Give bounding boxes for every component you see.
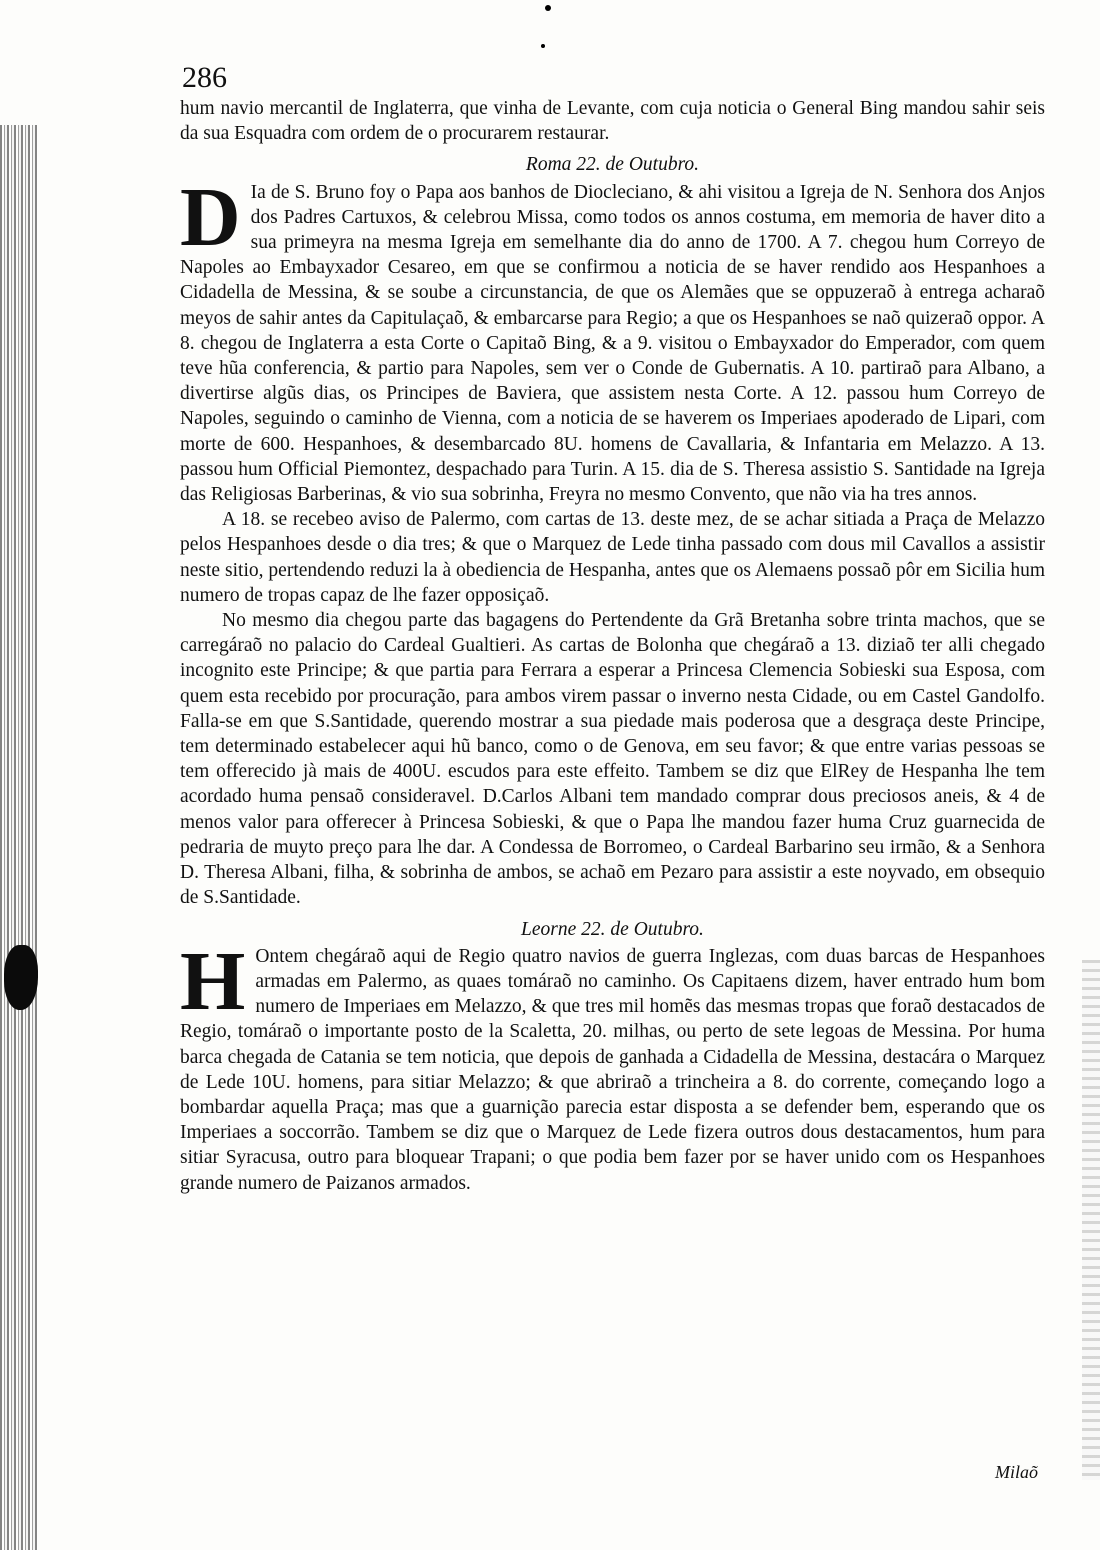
page-edge-shadow — [1082, 960, 1100, 1480]
dropcap-d: D — [180, 170, 241, 264]
paragraph-rome-1-text: Ia de S. Bruno foy o Papa aos banhos de Diocleciano, & ahi visitou a Igreja de N. Senhora dos Anjos dos Padres Cartuxos, & celebrou Missa, como todos os annos costuma, em memoria de haver dito a sua primeyra na mesma Igreja em semelhante dia do anno de 1700. A 7. chegou hum Correyo de Napoles ao Embayxador Cesareo, em que se confirmou a noticia de se haver rendido aos Hespanhoes a Cidadella de Messina, & se soube a circunstancia, de que os Alemães que se oppuzeraõ à entrega acharaõ meyos de sahir antes da Capitulaçaõ, & embarcarse para Regio; a que os Hespanhoes se naõ quizeraõ oppor. A 8. chegou de Inglaterra a esta Corte o Capitaõ Bing, & a 9. visitou o Embayxador do Emperador, com quem teve hũa conferencia, & partio para Napoles, sem ver o Conde de Gubernatis. A 10. partiraõ para Albano, a divertirse algũs dias, os Principes de Baviera, que assistem nesta Corte. A 12. passou hum Correyo de Napoles, seguindo o caminho de Vienna, com a noticia de se haverem os Imperiaes apoderado de Lipari, com morte de 600. Hespanhoes, & desembarcado 8U. homens de Cavallaria, & Infantaria em Melazzo. A 13. passou hum Official Piemontez, despachado para Turin. A 15. dia de S. Theresa assistio S. Santidade na Igreja das Religiosas Barberinas, & vio sua sobrinha, Freyra no mesmo Convento, que não via ha tres annos. — [180, 181, 1045, 506]
paragraph-rome-3: No mesmo dia chegou parte das bagagens do Pertendente da Grã Bretanha sobre trinta machos, que se carregáraõ no palacio do Cardeal Gualtieri. As cartas de Bolonha que chegáraõ a 13. diziaõ ter alli chegado incognito este Principe; & que partia para Ferrara a esperar a Princesa Clemencia Sobieski sua Esposa, com quem esta recebido por procuração, para ambos virem passar o inverno nesta Cidade, ou em Castel Gandolfo. Falla-se em que S.Santidade, querendo mostrar a sua piedade mais poderosa que a desgraça deste Principe, tem determinado estabelecer aqui hũ banco, como o de Genova, em seu favor; & que entre varias pessoas se tem offerecido jà mais de 400U. escudos para este effeito. Tambem se diz que ElRey de Hespanha lhe tem acordado huma pensaõ consideravel. D.Carlos Albani tem mandado comprar dous preciosos aneis, & 4 de menos valor para offerecer à Princesa Sobieski, & que o Papa lhe mandou fazer huma Cruz guarnecida de pedraria de muyto preço para lhe dar. A Condessa de Borromeo, o Cardeal Barbarino seu irmão, & a Senhora D. Theresa Albani, filha, & sobrinha de ambos, se achaõ em Pezaro para assistir a este noyvado, em obsequio de S.Santidade. — [180, 610, 1045, 909]
dateline-livorno: Leorne 22. de Outubro. — [521, 918, 704, 940]
catchword: Milaõ — [995, 1462, 1038, 1482]
dateline-rome: Roma 22. de Outubro. — [525, 154, 700, 176]
section-livorno — [180, 917, 1045, 1196]
binding-gutter-shadow — [0, 125, 38, 1550]
section-rome — [180, 152, 1045, 910]
ink-speck — [541, 44, 545, 48]
paragraph-livorno-1-text: Ontem chegáraõ aqui de Regio quatro navios de guerra Inglezas, com duas barcas de Hespanhoes armadas em Palermo, as quaes tomáraõ no caminho. Os Capitaens dizem, haver entrado hum bom numero de Imperiaes em Melazzo, & que tres mil homẽs das mesmas tropas que foraõ destacados de Regio, tomáraõ o importante posto de la Scaletta, 20. milhas, ou perto de sete legoas de Messina. Por huma barca chegada de Catania se tem noticia, que depois de ganhada a Cidadella de Messina, destacára o Marquez de Lede 10U. homens, para sitiar Melazzo; & que abriraõ a trincheira a 8. do corrente, começando logo a bombardar aquella Praça; mas que a guarnição parecia estar disposta a se defender bem, esperando que os Imperiaes a soccorrão. Tambem se diz que o Marquez de Lede fizera outros dous destacamentos, hum para sitiar Syracusa, outro para bloquear Trapani; o que podia bem fazer por se haver unido com os Hespanhoes grande numero de Paizanos armados. — [180, 945, 1045, 1194]
ink-speck — [545, 5, 551, 11]
paragraph-livorno-1 — [180, 934, 1045, 1196]
paragraph-rome-1 — [180, 170, 1045, 508]
dropcap-h: H — [180, 934, 246, 1028]
ink-blot — [4, 945, 38, 1010]
intro-paragraph: hum navio mercantil de Inglaterra, que vinha de Levante, com cuja noticia o General Bing mandou sahir seis da sua Esquadra com ordem de o procurarem restaurar. — [180, 98, 1045, 145]
document-page — [180, 60, 1045, 1196]
paragraph-rome-2: A 18. se recebeo aviso de Palermo, com cartas de 13. deste mez, de se achar sitiada a Praça de Melazzo pelos Hespanhoes desde o dia tres; & que o Marquez de Lede tinha passado com dous mil Cavallos a assistir neste sitio, pertendendo reduzi la à obediencia de Hespanha, antes que os Alemaens possaõ pôr em Sicilia hum numero de tropas capaz de lhe fazer opposiçaõ. — [180, 509, 1045, 606]
page-number: 286 — [182, 61, 227, 94]
